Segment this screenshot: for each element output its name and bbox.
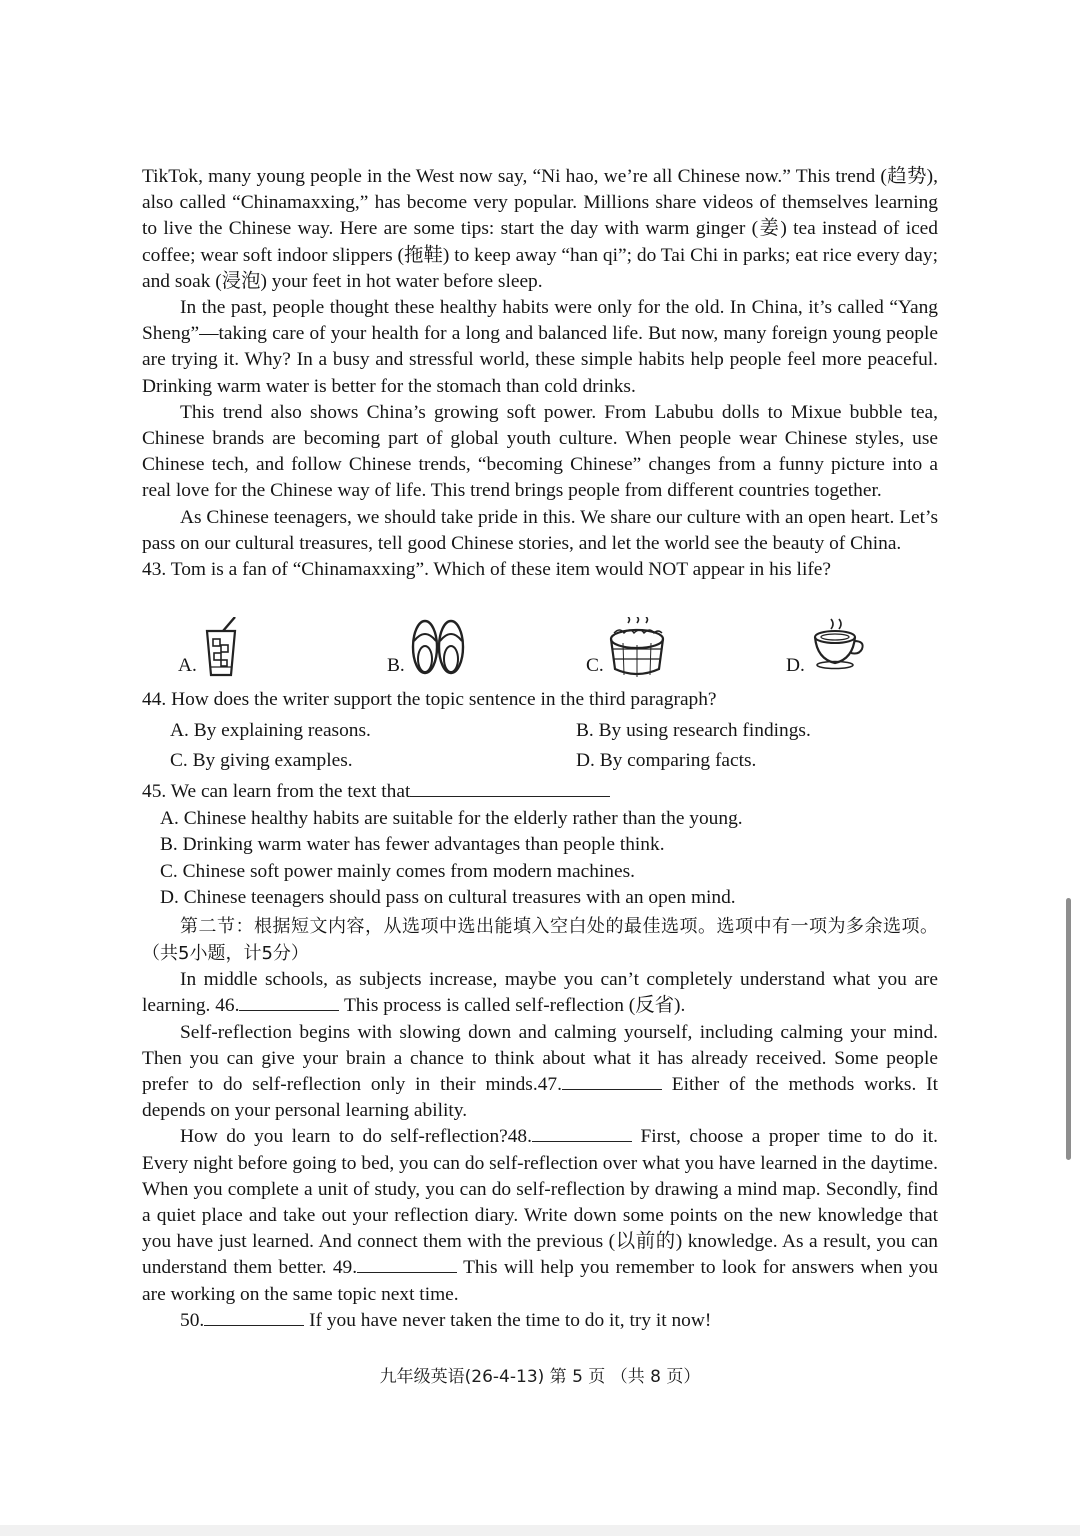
option-a[interactable] — [178, 589, 241, 679]
option-a[interactable]: A. By explaining reasons. — [170, 720, 371, 742]
paragraph-text: First, choose a proper time to do it. Every night before going to bed, you can do self-reflection over what you have learned in the daytime. When you complete a unit of study, you can do self-reflection by drawing a mind map. Secondly, find a quiet place and take out your reflection diary. Write down some points on the new knowledge that you have just learned. And connect them with the previous (以前的) knowledge. As a result, you can understand them better. 49. — [142, 1126, 938, 1279]
page-footer: 九年级英语(26-4-13) 第 5 页 （共 8 页） — [379, 1367, 701, 1387]
question-45-options — [142, 806, 938, 912]
option-d[interactable] — [786, 589, 867, 679]
paragraph-text: This will help you remember to look for answers when you are working on the same topic next time. — [142, 1257, 938, 1305]
blank-48[interactable] — [532, 1124, 632, 1142]
option-a[interactable]: A. Chinese healthy habits are suitable for the elderly rather than the young. — [160, 807, 743, 829]
answer-blank[interactable] — [410, 779, 610, 797]
paragraph-text: Either of the methods works. It depends on your personal learning ability. — [142, 1074, 938, 1122]
option-d[interactable]: D. By comparing facts. — [576, 750, 757, 772]
section-2-paragraph-3 — [142, 1124, 938, 1307]
paragraph-text: 50. — [180, 1309, 205, 1331]
passage-paragraph-1: TikTok, many young people in the West now say, “Ni hao, we’re all Chinese now.” This trend (趋势), also called “Chinamaxxing,” has become very popular. Millions share videos of themselves learning to live the Chinese way. Here are some tips: start the day with warm ginger (姜) tea instead of iced coffee; wear soft indoor slippers (拖鞋) to keep away “han qi”; do Tai Chi in parks; eat rice every day; and soak (浸泡) your feet in hot water before sleep. — [142, 166, 938, 292]
option-b[interactable]: B. Drinking warm water has fewer advantages than people think. — [160, 834, 665, 856]
blank-47[interactable] — [562, 1072, 662, 1090]
paragraph-text: This process is called self-reflection (反省). — [339, 995, 686, 1017]
option-c[interactable]: C. Chinese soft power mainly comes from modern machines. — [160, 860, 635, 882]
question-45-text: 45. We can learn from the text that — [142, 781, 411, 803]
option-letter: B. — [387, 655, 405, 677]
section-2-paragraph-1 — [142, 967, 938, 1019]
passage-paragraph-4: As Chinese teenagers, we should take pride in this. We share our culture with an open heart. Let’s pass on our cultural treasures, tell good Chinese stories, and let the world see the beauty of China. — [142, 506, 938, 554]
option-letter: C. — [586, 655, 604, 677]
paragraph-text: How do you learn to do self-reflection?48. — [180, 1126, 532, 1148]
question-44: 44. How does the writer support the topic sentence in the third paragraph? — [142, 689, 717, 711]
option-b[interactable] — [387, 589, 467, 679]
slippers-icon — [409, 617, 467, 679]
passage-paragraph-3: This trend also shows China’s growing soft power. From Labubu dolls to Mixue bubble tea, Chinese brands are becoming part of global youth culture. When people wear Chinese styles, use Chinese tech, and follow Chinese trends, “becoming Chinese” changes from a funny picture into a real love for the Chinese way of life. This trend brings people from different countries together. — [142, 401, 938, 502]
hot-tea-cup-icon — [809, 617, 867, 679]
paragraph-text: Self-reflection begins with slowing down and calming yourself, including calming your mind. Then you can give your brain a chance to think about what it has already received. Some people prefer to do self-reflection only in their minds.47. — [142, 1021, 938, 1096]
iced-drink-icon — [201, 617, 241, 679]
question-45 — [142, 779, 938, 805]
question-44-options — [142, 716, 938, 776]
exam-page — [142, 164, 938, 1334]
question-43: 43. Tom is a fan of “Chinamaxxing”. Which of these item would NOT appear in his life? — [142, 559, 832, 581]
option-c[interactable] — [586, 589, 666, 679]
foot-bath-icon — [608, 617, 666, 679]
option-letter: D. — [786, 655, 805, 677]
passage-paragraph-2: In the past, people thought these healthy habits were only for the old. In China, it’s called “Yang Sheng”—taking care of your health for a long and balanced life. But now, many foreign young people are trying it. Why? In a busy and stressful world, these simple habits help people feel more peaceful. Drinking warm water is better for the stomach than cold drinks. — [142, 297, 938, 397]
paragraph-text: In middle schools, as subjects increase, maybe you can’t completely understand what you are learning. 46. — [142, 969, 938, 1017]
option-c[interactable]: C. By giving examples. — [170, 750, 353, 772]
blank-49[interactable] — [357, 1255, 457, 1273]
blank-46[interactable] — [239, 993, 339, 1011]
section-2-paragraph-4 — [142, 1308, 938, 1334]
option-b[interactable]: B. By using research findings. — [576, 720, 811, 742]
question-43-options — [142, 589, 938, 679]
scrollbar[interactable] — [1066, 898, 1071, 1160]
blank-50[interactable] — [204, 1308, 304, 1326]
section-2-paragraph-2 — [142, 1020, 938, 1125]
option-d[interactable]: D. Chinese teenagers should pass on cultural treasures with an open mind. — [160, 887, 736, 909]
section-2-instruction: 第二节：根据短文内容，从选项中选出能填入空白处的最佳选项。选项中有一项为多余选项。（共5小题，计5分） — [142, 916, 938, 964]
paragraph-text: If you have never taken the time to do it, try it now! — [304, 1309, 712, 1331]
option-letter: A. — [178, 655, 197, 677]
bottom-edge — [0, 1525, 1080, 1536]
